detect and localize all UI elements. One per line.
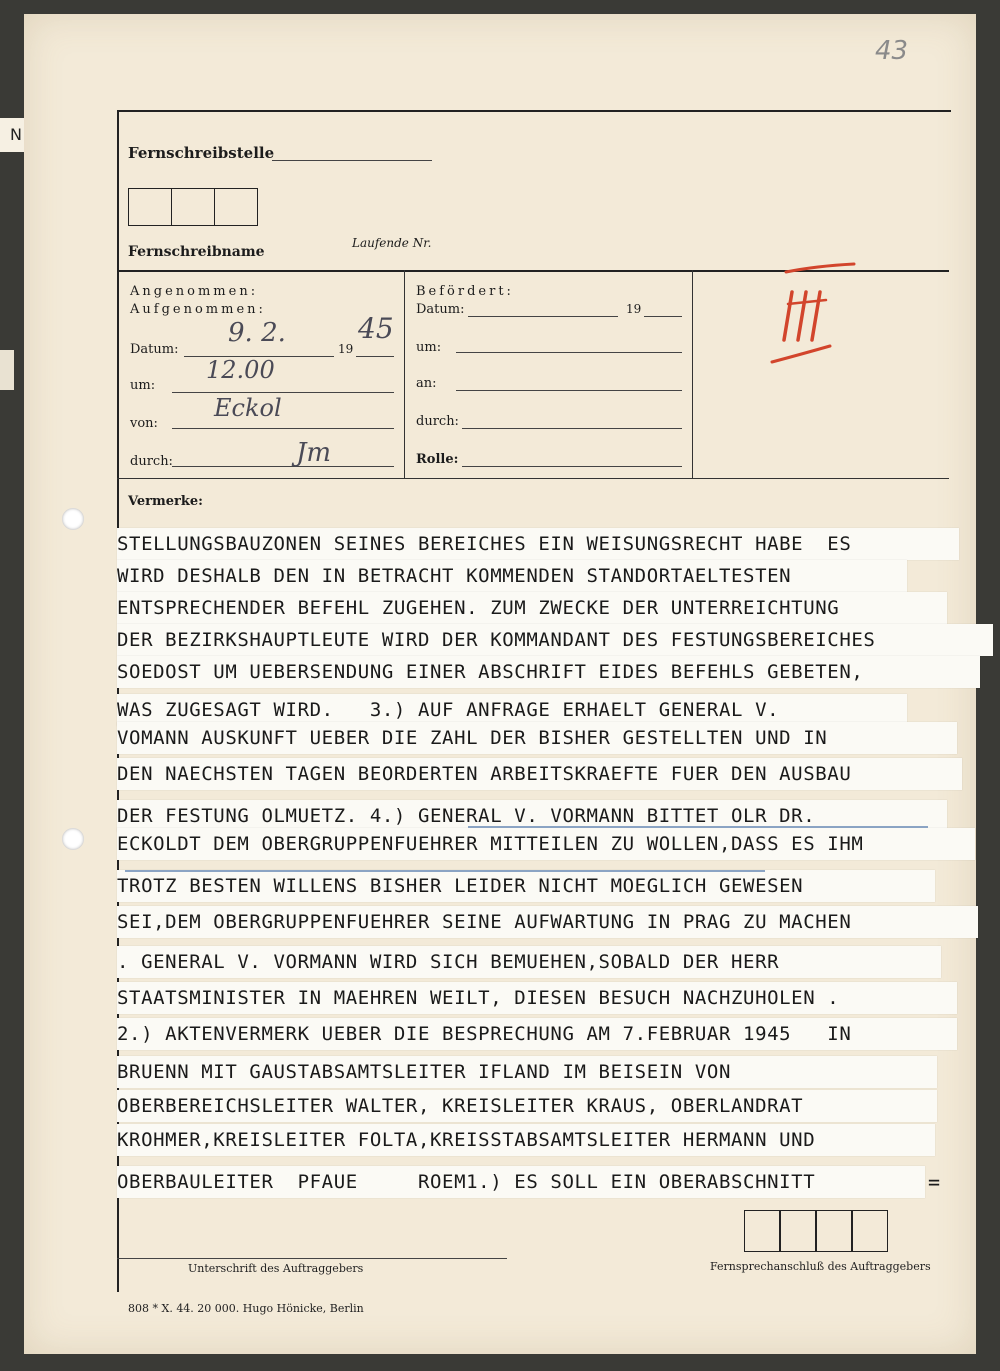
handwritten-year: 45: [358, 312, 394, 345]
sent-to-line: [456, 390, 682, 391]
column-divider-2: [692, 270, 693, 478]
sent-year-line: [644, 316, 682, 317]
handwritten-time: 12.00: [206, 356, 275, 384]
blue-underline: [125, 870, 765, 872]
sent-time-line: [456, 352, 682, 353]
phone-box-4: [852, 1210, 888, 1252]
code-box-1: [128, 188, 172, 226]
sent-roll-line: [462, 466, 682, 467]
remarks-label: Vermerke:: [128, 494, 203, 509]
handwritten-from: Eckol: [214, 394, 282, 422]
sent-year-prefix: 19: [626, 302, 642, 316]
message-line: DEN NAECHSTEN TAGEN BEORDERTEN ARBEITSKRAEFTE FUER DEN AUSBAU: [117, 758, 962, 790]
printer-imprint: 808 * X. 44. 20 000. Hugo Hönicke, Berlin: [128, 1302, 364, 1315]
message-line: DER FESTUNG OLMUETZ. 4.) GENERAL V. VORMANN BITTET OLR DR.: [117, 800, 947, 832]
sent-roll-label: Rolle:: [416, 452, 459, 467]
handwritten-initials: Jm: [296, 438, 332, 468]
message-line: STELLUNGSBAUZONEN SEINES BEREICHES EIN WEISUNGSRECHT HABE ES: [117, 528, 959, 560]
message-line: WIRD DESHALB DEN IN BETRACHT KOMMENDEN STANDORTAELTESTEN: [117, 560, 907, 592]
received-year-prefix: 19: [338, 342, 354, 356]
blue-underline: [468, 826, 928, 828]
message-line: WAS ZUGESAGT WIRD. 3.) AUF ANFRAGE ERHAELT GENERAL V.: [117, 694, 907, 726]
sent-heading: Befördert:: [416, 284, 514, 299]
end-of-message-mark: =: [928, 1170, 941, 1194]
form-heading: Fernschreibstelle: [128, 144, 275, 162]
phone-box-1: [744, 1210, 780, 1252]
message-line: . GENERAL V. VORMANN WIRD SICH BEMUEHEN,SOBALD DER HERR: [117, 946, 941, 978]
received-label-2: Aufgenommen:: [130, 302, 266, 317]
received-by-line: [172, 466, 394, 467]
received-label-1: Angenommen:: [130, 284, 259, 299]
message-line: STAATSMINISTER IN MAEHREN WEILT, DIESEN BESUCH NACHZUHOLEN .: [117, 982, 957, 1014]
sent-by-line: [462, 428, 682, 429]
teletype-name-label: Fernschreibname: [128, 244, 265, 260]
received-from-line: [172, 428, 394, 429]
edge-tab: [0, 350, 14, 390]
table-bottom-line: [117, 478, 949, 479]
message-line: VOMANN AUSKUNFT UEBER DIE ZAHL DER BISHER GESTELLTEN UND IN: [117, 722, 957, 754]
phone-label: Fernsprechanschluß des Auftraggebers: [710, 1260, 931, 1273]
code-box-2: [171, 188, 215, 226]
sent-date-label: Datum:: [416, 302, 465, 317]
signature-label: Unterschrift des Auftraggebers: [188, 1262, 364, 1275]
running-number-label: Laufende Nr.: [352, 236, 432, 250]
received-time-line: [172, 392, 394, 393]
sent-to-label: an:: [416, 376, 437, 391]
message-line: SEI,DEM OBERGRUPPENFUEHRER SEINE AUFWARTUNG IN PRAG ZU MACHEN: [117, 906, 978, 938]
phone-box-2: [780, 1210, 816, 1252]
edge-tab-letter: N: [0, 118, 32, 152]
received-from-label: von:: [130, 416, 158, 431]
message-line: SOEDOST UM UEBERSENDUNG EINER ABSCHRIFT EIDES BEFEHLS GEBETEN,: [117, 656, 980, 688]
red-pencil-mark: [770, 258, 860, 374]
column-divider-1: [404, 270, 405, 478]
punch-hole-bottom: [62, 828, 84, 850]
received-date-label: Datum:: [130, 342, 179, 357]
message-line: OBERBEREICHSLEITER WALTER, KREISLEITER KRAUS, OBERLANDRAT: [117, 1090, 937, 1122]
message-line: BRUENN MIT GAUSTABSAMTSLEITER IFLAND IM BEISEIN VON: [117, 1056, 937, 1088]
message-line: DER BEZIRKSHAUPTLEUTE WIRD DER KOMMANDANT DES FESTUNGSBEREICHES: [117, 624, 993, 656]
sent-time-label: um:: [416, 340, 442, 355]
signature-line: [117, 1258, 507, 1259]
message-line: TROTZ BESTEN WILLENS BISHER LEIDER NICHT MOEGLICH GEWESEN: [117, 870, 935, 902]
message-line: KROHMER,KREISLEITER FOLTA,KREISSTABSAMTSLEITER HERMANN UND: [117, 1124, 935, 1156]
folio-number: 43: [875, 36, 909, 66]
received-time-label: um:: [130, 378, 156, 393]
phone-box-3: [816, 1210, 852, 1252]
handwritten-date: 9. 2.: [228, 318, 286, 348]
message-line: ECKOLDT DEM OBERGRUPPENFUEHRER MITTEILEN ZU WOLLEN,DASS ES IHM: [117, 828, 975, 860]
sent-date-line: [468, 316, 618, 317]
received-year-line: [356, 356, 394, 357]
heading-line: [272, 160, 432, 161]
message-line: 2.) AKTENVERMERK UEBER DIE BESPRECHUNG AM 7.FEBRUAR 1945 IN: [117, 1018, 957, 1050]
message-line: ENTSPRECHENDER BEFEHL ZUGEHEN. ZUM ZWECKE DER UNTERREICHTUNG: [117, 592, 947, 624]
sent-by-label: durch:: [416, 414, 459, 429]
received-by-label: durch:: [130, 454, 173, 469]
message-line: OBERBAULEITER PFAUE ROEM1.) ES SOLL EIN OBERABSCHNITT: [117, 1166, 925, 1198]
code-box-3: [214, 188, 258, 226]
punch-hole-top: [62, 508, 84, 530]
